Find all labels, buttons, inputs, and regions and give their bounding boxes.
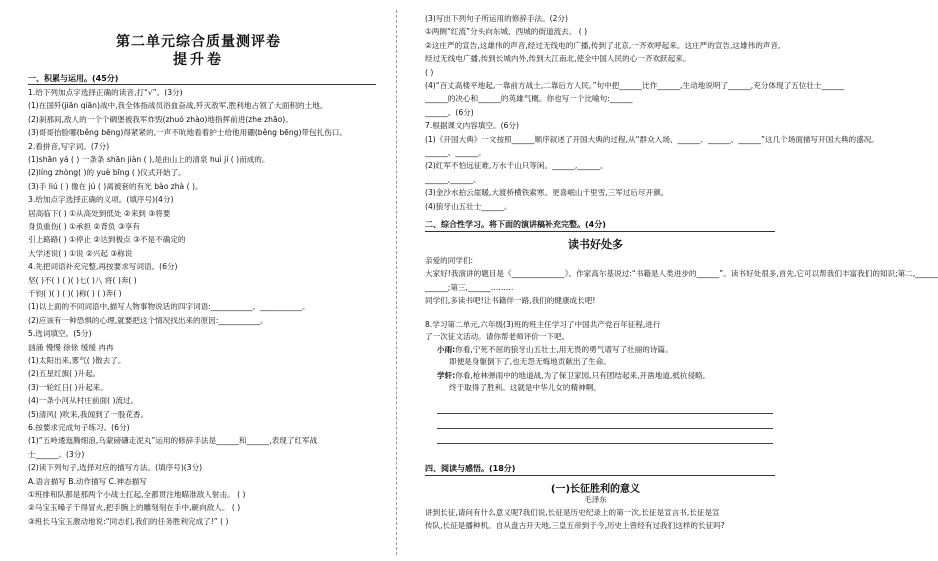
text-line: (5)清风( )吹来,我闻到了一股花香。: [28, 409, 149, 419]
section-heading-2: 二、综合性学习。将下面的演讲稿补充完整。(4分): [425, 220, 606, 229]
text-line: 亲爱的同学们:: [425, 256, 474, 265]
xuexuan-speech: [437, 371, 705, 381]
text-line: (2)读下列句子,选择对应的描写方法。(填序号)(3分): [28, 463, 203, 473]
text-line: (3)一轮红日( )升起来。: [28, 382, 108, 392]
right-page: [397, 0, 938, 561]
text-line: 5.选词填空。(5分): [28, 329, 92, 339]
xuexuan-label: 学轩:: [437, 371, 456, 380]
text-line: ②这庄严的宣告,这雄伟的声音,经过无线电的广播,传到了北京,一齐欢呼起来。这庄严的宣告,这雄伟的声音,: [425, 40, 781, 50]
section-heading-3: 四、阅读与感悟。(18分): [425, 464, 516, 473]
text-line: (4)一条小河从村庄前面( )流过。: [28, 396, 139, 406]
left-page: [0, 0, 397, 561]
text-line: (2)líng zhòng( )的 yuè bīng ( )仪式开始了。: [28, 168, 186, 178]
text-line: (3)写出下列句子所运用的修辞手法。(2分): [425, 14, 569, 23]
text-line: ①两侧“红流”分头向东城、西城的街道流去。 ( ): [425, 27, 588, 37]
section-rule-3: [425, 475, 775, 476]
text-line: ①班排和队都是那两个小战士扛起,全都贯注地瞄准敌人射击。 ( ): [28, 490, 246, 499]
question-8: 8.学习第二单元,六年级(3)班的班主任学习了中国共产党百年征程,进行: [425, 320, 661, 329]
text-line: (2)五星红旗( )升起。: [28, 369, 101, 379]
text-line: (1)《开国大典》一文按照______顺序叙述了开国大典的过程,从“群众入场、______、______、______”这几个场面描写开国大典的盛况。: [425, 134, 879, 144]
reading-author: 毛泽东: [584, 495, 607, 504]
text-line: 4.先把词语补充完整,再按要求写词语。(6分): [28, 262, 178, 272]
text-line: ______,______。: [425, 174, 481, 184]
text-line: (3)金沙水拍云崖暖,大渡桥横铁索寒。更喜岷山千里雪,三军过后尽开颜。: [425, 188, 669, 198]
answer-line[interactable]: [437, 428, 773, 429]
section-rule-1: [28, 84, 376, 85]
question-8-cont: 了一次征文活动。请你帮老师评价一下吧。: [425, 332, 570, 341]
text-line: ______。(6分): [425, 107, 474, 117]
text-line: 传队,长征是播种机。自从盘古开天地,三皇五帝到于今,历史上曾经有过我们这样的长征吗?: [425, 521, 725, 531]
text-line: 1.给下列加点字选择正确的读音,打“√”。(3分): [28, 88, 183, 97]
section-heading-1: 一、积累与运用。(45分): [28, 74, 119, 83]
text-line: (3)哥哥抬脸哪(běng bēng)得紧紧的,一声不吭地看着护士给他用硼(běng bēng)带包扎伤口。: [28, 128, 347, 138]
answer-line[interactable]: [437, 413, 773, 414]
text-line: (4)“百丈高楼平地起,一靠前方战士,二靠后方人民。”句中把______比作______,生动地说明了______,充分体现了五位壮士______: [425, 81, 845, 90]
text-line: (1)shān yá ( ) 一条条 shān jiàn ( ),是由山上的清泉 huì jí ( )而成的。: [28, 155, 270, 164]
text-line: 身负重伤( ) ①承担 ②背负 ③享有: [28, 222, 140, 231]
text-line: 坚( )不( ) ( )( )七( )八 将( )奔( ): [28, 275, 137, 285]
xuexuan-speech-cont: 终于取得了胜利。这就是中华儿女的精神啊。: [449, 383, 601, 392]
text-line: 大家好!我演讲的题目是《______________》。作家高尔基说过:“书籍是人类进步的______”。读书好处很多,首先,它可以帮我们丰富我们的知识;第二,______: [425, 269, 938, 279]
exam-subtitle: 提升卷: [173, 52, 224, 68]
text-line: 汹涌 慢慢 徐徐 缓缓 冉冉: [28, 342, 114, 352]
text-line: ③班长马宝玉激动地说:“同志们,我们的任务胜利完成了!” ( ): [28, 516, 229, 526]
xiaoming-speech-cont: 即便是身躯倒下了,也无怨无悔地贡献出了生命。: [449, 357, 611, 366]
text-line: (2)红军不怕远征难,万水千山只等闲。______,______。: [425, 161, 608, 171]
text-line: 7.根据课文内容填空。(6分): [425, 121, 519, 131]
text-line: 2.看拼音,写字词。(7分): [28, 141, 110, 151]
text-line: 6.按要求完成句子练习。(6分): [28, 423, 130, 432]
answer-line[interactable]: [437, 443, 773, 444]
xiaoming-speech: [437, 345, 673, 355]
xiaoming-text: 你看,宁死不屈的狼牙山五壮士,用无畏的勇气谱写了壮丽的诗篇。: [455, 345, 673, 354]
section-rule-2: [425, 231, 775, 232]
text-line: (2)刹那间,敌人的一个个碉堡被我军炸毁(zhuó zhào)地指挥前进(zhe zhāo)。: [28, 114, 293, 124]
text-line: 同学们,多读书吧!让书籍伴一路,我们的健康成长吧!: [425, 296, 596, 306]
text-line: ______;第三,______………: [425, 282, 514, 292]
text-line: ②马宝玉嗓子干得冒火,把手腕上的雕刻刻在手中,砸向敌人。 ( ): [28, 503, 241, 513]
text-line: ______、______。: [425, 148, 486, 157]
text-line: 讲到长征,请问有什么意义呢?我们说,长征是历史纪录上的第一次,长征是宣言书,长征是宣: [425, 508, 720, 517]
text-line: 3.给加点字选择正确的义项。(填序号)(4分): [28, 195, 174, 205]
text-line: 居高临下( ) ①从高处到低处 ②来到 ③将要: [28, 208, 171, 218]
text-line: ______的决心和______的英雄气概。你也写一个比喻句:______: [425, 94, 633, 104]
text-line: A.语言描写 B.动作描写 C.神态描写: [28, 476, 147, 486]
reading-title: (一)长征胜利的意义: [550, 484, 641, 495]
speech-title: 读书好处多: [568, 238, 623, 251]
xuexuan-text: 你看,枪林弹雨中的地道战,为了保卫家园,只有团结起来,开凿地道,抵抗侵略,: [455, 371, 706, 380]
text-line: 千钧( )( ) ( )( )称( ) ( )奔( ): [28, 289, 122, 298]
xiaoming-label: 小雨:: [437, 345, 456, 354]
text-line: (1)在国歼(jiān qiān)战中,我全体指战员浴血奋战,歼灭敌军,胜利地占领了大面积的土地。: [28, 101, 328, 111]
exam-title: 第二单元综合质量测评卷: [116, 34, 281, 50]
text-line: (2)应该有一种恐惧的心理,就要把这个情况找出来的原因:___________。: [28, 315, 268, 325]
text-line: 大学述说( ) ①说 ②兴起 ③称说: [28, 248, 133, 258]
text-line: (1)以上面的不同词语中,描写人物事物说话的四字词语:___________、___________。: [28, 302, 310, 312]
text-line: (1)“五岭逶迤腾细浪,乌蒙磅礴走泥丸”运用的修辞手法是______和______,表现了红军战: [28, 436, 318, 446]
text-line: 士______。(3分): [28, 449, 85, 459]
text-line: (1)太阳出来,雾气( )散去了。: [28, 356, 126, 365]
text-line: 经过无线电广播,传到长城内外,传到大江南北,使全中国人民的心一齐欢跃起来。: [425, 54, 691, 64]
text-line: 引上路路( ) ①停止 ②达到极点 ③不是不确定的: [28, 235, 186, 245]
text-line: (4)狼牙山五壮士______。: [425, 201, 512, 211]
text-line: (3)手 liú ( ) 像在 jú ( )离被套的有光 bào zhà ( )。: [28, 181, 203, 191]
text-line: ( ): [425, 67, 434, 77]
